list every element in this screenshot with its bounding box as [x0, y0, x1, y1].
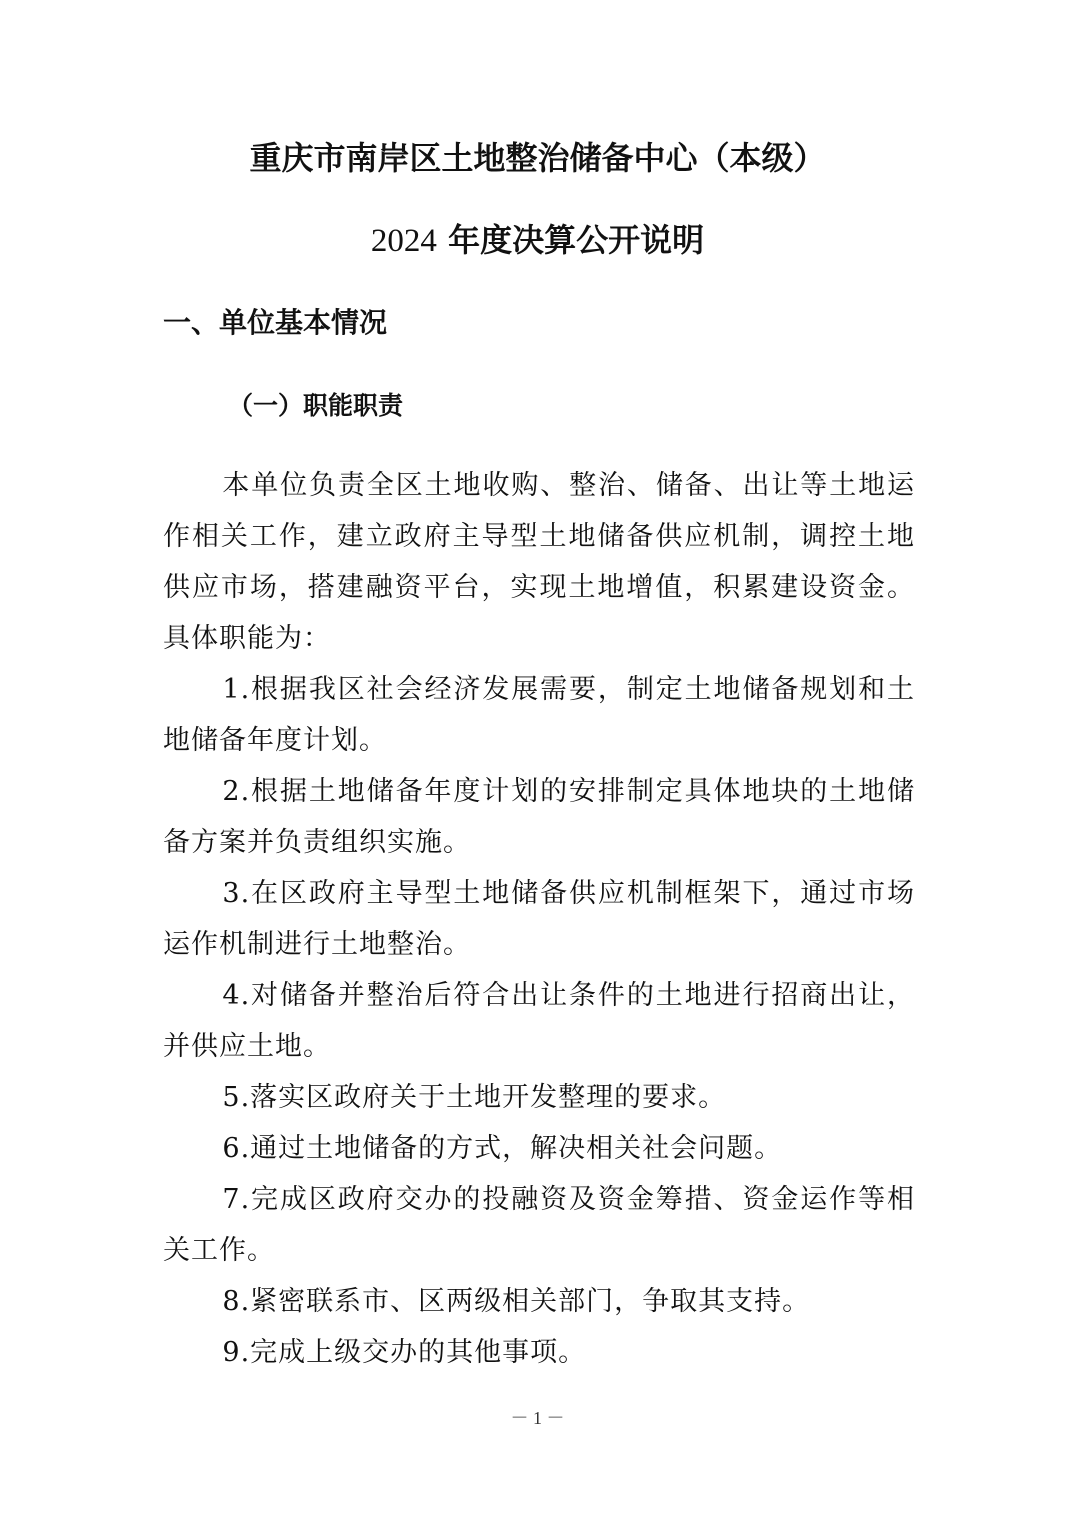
document-body [163, 460, 915, 1378]
paragraph-item-7: 7.完成区政府交办的投融资及资金筹措、资金运作等相关工作。 [163, 1184, 915, 1266]
paragraph-item-1: 1.根据我区社会经济发展需要，制定土地储备规划和土地储备年度计划。 [163, 674, 915, 756]
subsection-heading-functions: （一）职能职责 [228, 391, 404, 420]
page-number: － 1 － [510, 1408, 565, 1428]
paragraph-item-5: 5.落实区政府关于土地开发整理的要求。 [222, 1082, 727, 1113]
paragraph-item-2: 2.根据土地储备年度计划的安排制定具体地块的土地储备方案并负责组织实施。 [163, 776, 915, 858]
paragraph-item-4: 4.对储备并整治后符合出让条件的土地进行招商出让，并供应土地。 [163, 980, 915, 1062]
document-title-line2 [0, 220, 1075, 261]
paragraph-item-3: 3.在区政府主导型土地储备供应机制框架下，通过市场运作机制进行土地整治。 [163, 878, 915, 960]
paragraph-item-8: 8.紧密联系市、区两级相关部门，争取其支持。 [222, 1286, 811, 1317]
title-year: 2024 [370, 223, 437, 259]
paragraph-item-6: 6.通过土地储备的方式，解决相关社会问题。 [222, 1133, 783, 1164]
paragraph-item-9: 9.完成上级交办的其他事项。 [222, 1337, 587, 1368]
title-year-suffix: 年度决算公开说明 [448, 221, 705, 259]
section-heading-unit-basic-info: 一、单位基本情况 [163, 306, 388, 339]
paragraph-intro: 本单位负责全区土地收购、整治、储备、出让等土地运作相关工作，建立政府主导型土地储备供应机制，调控土地供应市场，搭建融资平台，实现土地增值，积累建设资金。具体职能为： [163, 470, 915, 654]
document-title-line1: 重庆市南岸区土地整治储备中心（本级） [249, 139, 826, 177]
